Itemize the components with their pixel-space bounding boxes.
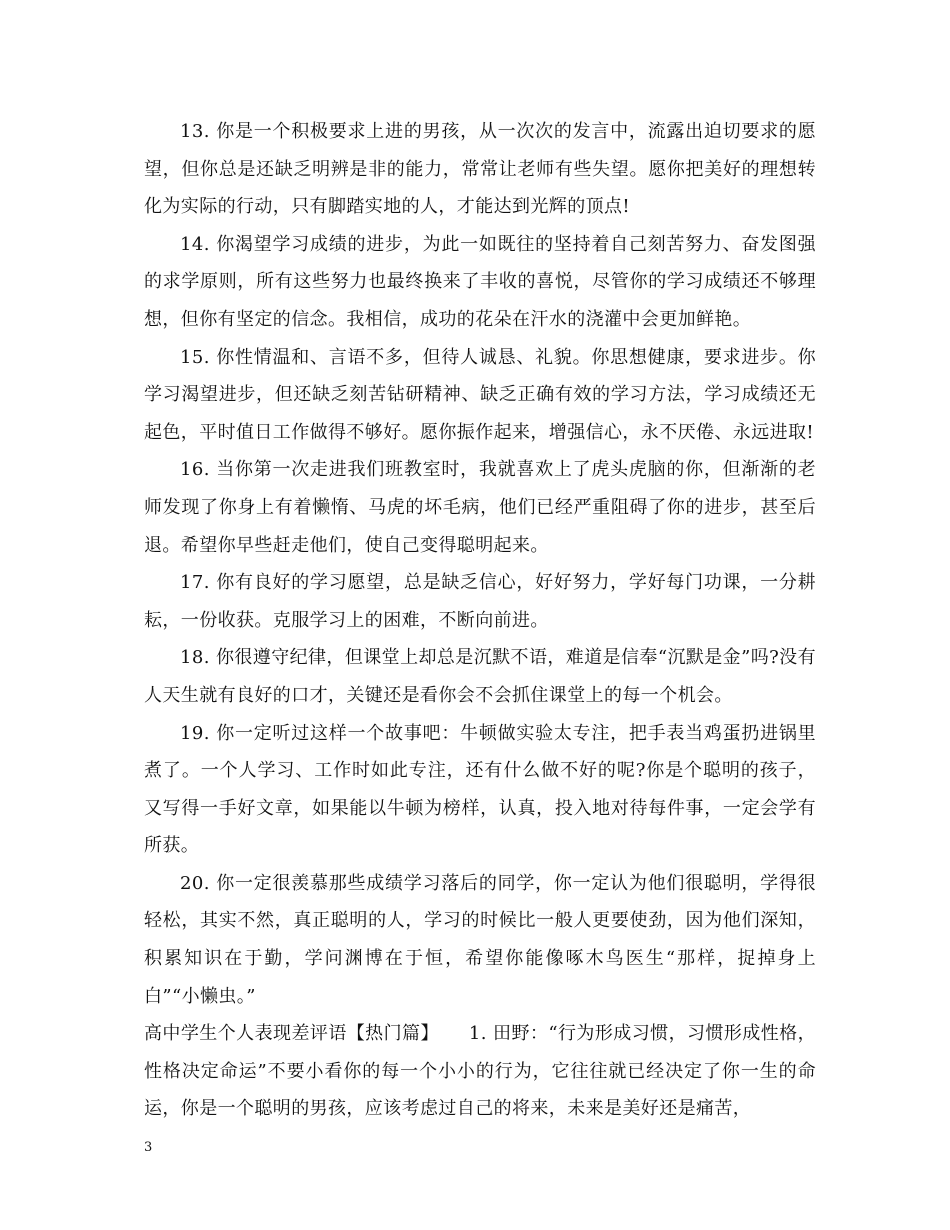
page-body — [144, 113, 816, 1128]
comment-paragraph-19: 19. 你一定听过这样一个故事吧：牛顿做实验太专注，把手表当鸡蛋扔进锅里煮了。一个人学习、工作时如此专注，还有什么做不好的呢?你是个聪明的孩子，又写得一手好文章，如果能以牛顿为榜样，认真，投入地对待每件事，一定会学有所获。 — [144, 722, 816, 857]
comment-paragraph-15: 15. 你性情温和、言语不多，但待人诚恳、礼貌。你思想健康，要求进步。你学习渴望进步，但还缺乏刻苦钻研精神、缺乏正确有效的学习方法，学习成绩还无起色，平时值日工作做得不够好。愿你振作起来，增强信心，永不厌倦、永远进取! — [144, 346, 816, 443]
section-heading: 高中学生个人表现差评语【热门篇】 — [144, 1023, 439, 1045]
comment-paragraph-20: 20. 你一定很羡慕那些成绩学习落后的同学，你一定认为他们很聪明，学得很轻松，其实不然，真正聪明的人，学习的时候比一般人更要使劲，因为他们深知，积累知识在于勤，学问渊博在于恒，希望你能像啄木鸟医生“那样，捉掉身上白”“小懒虫。” — [144, 872, 816, 1007]
comment-paragraph-14: 14. 你渴望学习成绩的进步，为此一如既往的坚持着自己刻苦努力、奋发图强的求学原则，所有这些努力也最终换来了丰收的喜悦，尽管你的学习成绩还不够理想，但你有坚定的信念。我相信，成功的花朵在汗水的浇灌中会更加鲜艳。 — [144, 233, 816, 330]
comment-paragraph-17: 17. 你有良好的学习愿望，总是缺乏信心，好好努力，学好每门功课，一分耕耘，一份收获。克服学习上的困难，不断向前进。 — [144, 572, 816, 631]
comment-paragraph-18: 18. 你很遵守纪律，但课堂上却总是沉默不语，难道是信奉“沉默是金”吗?没有人天生就有良好的口才，关键还是看你会不会抓住课堂上的每一个机会。 — [144, 647, 816, 706]
section-paragraph — [144, 1015, 816, 1128]
comment-paragraph-13: 13. 你是一个积极要求上进的男孩，从一次次的发言中，流露出迫切要求的愿望，但你总是还缺乏明辨是非的能力，常常让老师有些失望。愿你把美好的理想转化为实际的行动，只有脚踏实地的人，才能达到光辉的顶点! — [144, 121, 816, 218]
page-number: 3 — [144, 1140, 153, 1155]
comment-paragraph-16: 16. 当你第一次走进我们班教室时，我就喜欢上了虎头虎脑的你，但渐渐的老师发现了你身上有着懒惰、马虎的坏毛病，他们已经严重阻碍了你的进步，甚至后退。希望你早些赶走他们，使自己变得聪明起来。 — [144, 459, 816, 556]
section-first-comment: 1. 田野：“行为形成习惯，习惯形成性格，性格决定命运”不要小看你的每一个小小的行为，它往往就已经决定了你一生的命运，你是一个聪明的男孩，应该考虑过自己的将来，未来是美好还是痛苦， — [144, 1023, 816, 1120]
